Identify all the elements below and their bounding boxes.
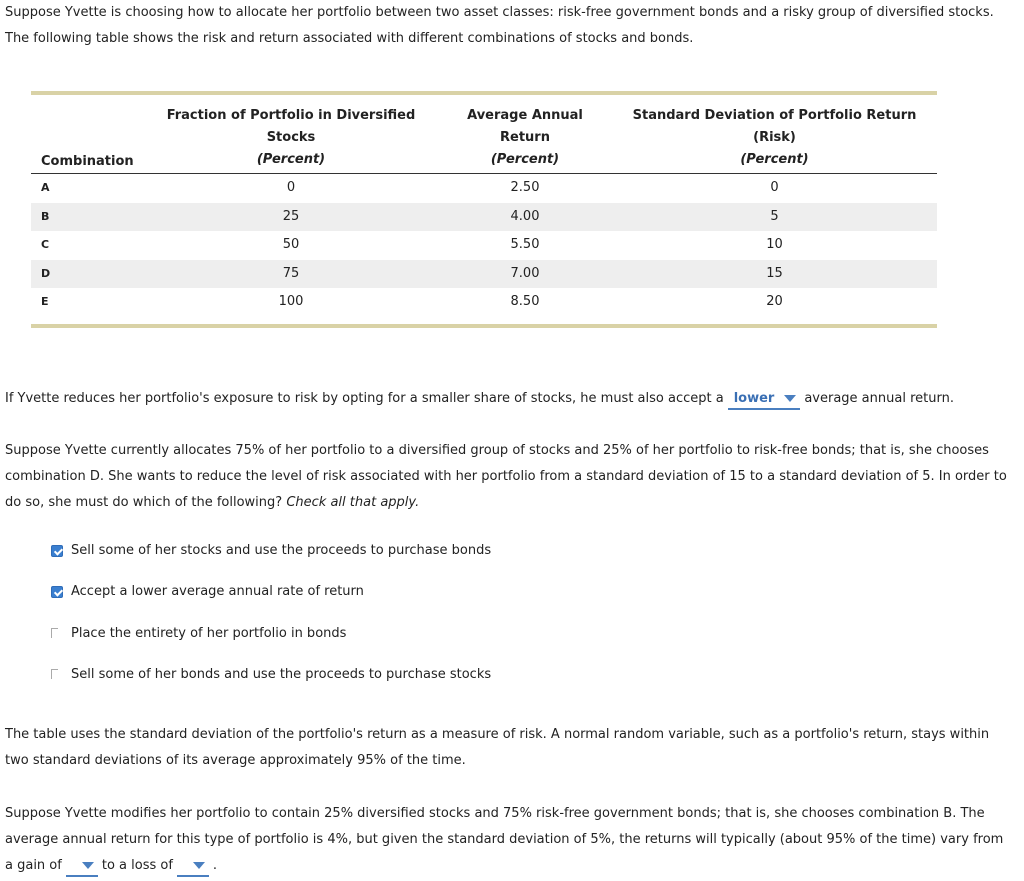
chevron-down-icon: [82, 862, 94, 869]
portfolio-table: [31, 91, 937, 328]
table-header: [31, 95, 937, 173]
question-1: If Yvette reduces her portfolio's exposure to risk by opting for a smaller share of stocks, he must also accept a lower average annual return.: [5, 386, 1010, 412]
table-row: D 75 7.00 15: [31, 260, 937, 289]
table-bottom-rule: [31, 324, 937, 328]
header-combination: Combination: [41, 154, 134, 169]
header-fraction: Fraction of Portfolio in Diversified Stocks (Percent): [166, 108, 416, 167]
risk-note: The table uses the standard deviation of the portfolio's return as a measure of risk. A normal random variable, such as a portfolio's return, stays within two standard deviations of its average approximately 95% of the time.: [5, 727, 990, 768]
table-row: B 25 4.00 5: [31, 203, 937, 232]
header-stddev: Standard Deviation of Portfolio Return (Risk) (Percent): [632, 108, 917, 167]
question-3: Suppose Yvette modifies her portfolio to contain 25% diversified stocks and 75% risk-free government bonds; that is, she chooses combination B. The average annual return for this type of portfolio is 4%, but given the standard deviation of 5%, the returns will typically (about 95% of the time) vary from a gain of to a loss of .: [5, 801, 1010, 879]
checkbox-checked-icon[interactable]: [51, 586, 63, 598]
question-2: Suppose Yvette currently allocates 75% of her portfolio to a diversified group of stocks and 25% of her portfolio to risk-free bonds; that is, she chooses combination D. She wants to reduce the level of risk associated with her portfolio from a standard deviation of 15 to a standard deviation of 5. In order to do so, she must do which of the following? Check all that apply.: [5, 443, 1007, 510]
table-row: A 0 2.50 0: [41, 180, 779, 195]
chevron-down-icon: [784, 395, 796, 402]
loss-dropdown[interactable]: [177, 857, 209, 877]
table-row: E 100 8.50 20: [41, 294, 783, 310]
return-dropdown[interactable]: lower: [728, 390, 801, 410]
gain-dropdown[interactable]: [66, 857, 98, 877]
table-row: C 50 5.50 10: [41, 237, 783, 253]
intro-paragraph: Suppose Yvette is choosing how to allocate her portfolio between two asset classes: risk-free government bonds and a risky group of diversified stocks. The following table shows the risk and return associated with different combinations of stocks and bonds.: [5, 5, 994, 46]
checkbox-unchecked-icon[interactable]: [51, 669, 58, 679]
checkbox-unchecked-icon[interactable]: [51, 628, 58, 638]
header-return: Average Annual Return (Percent): [467, 108, 583, 167]
checkbox-checked-icon[interactable]: [51, 545, 63, 557]
chevron-down-icon: [193, 862, 205, 869]
